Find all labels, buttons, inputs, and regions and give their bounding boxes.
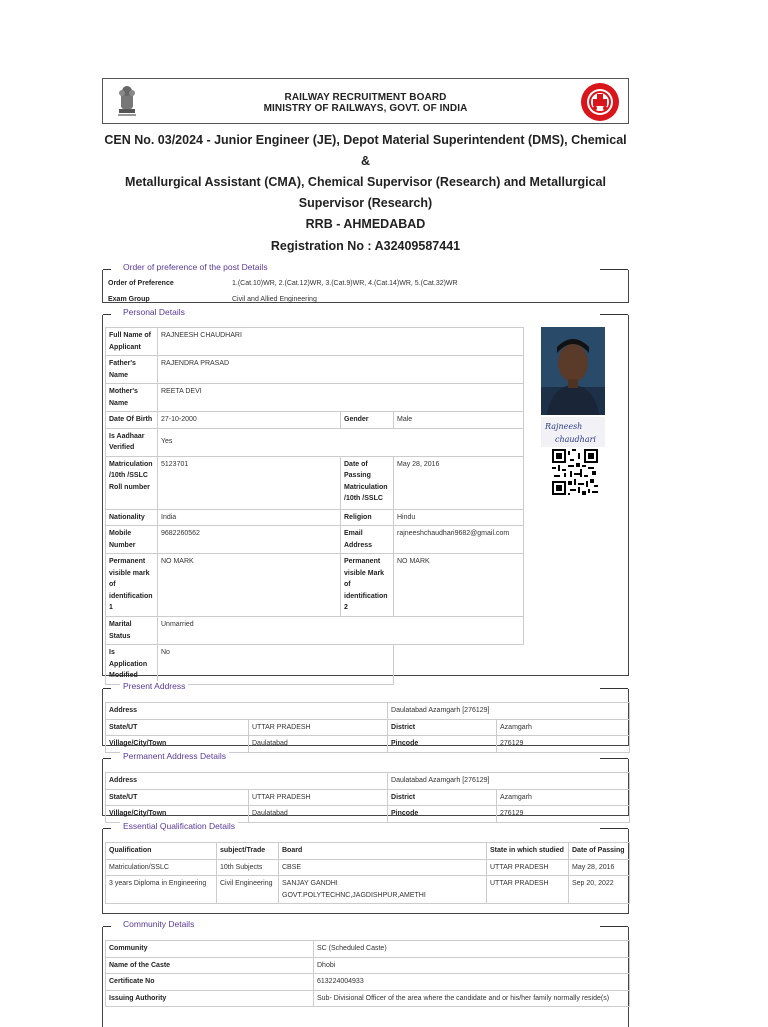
personal-section [102, 307, 629, 679]
table-cell: 10th Subjects [217, 859, 279, 876]
permanent-address-section [102, 751, 629, 817]
table-cell: SANJAY GANDHI GOVT.POLYTECHNC,JAGDISHPUR,AMETHI [279, 876, 487, 904]
mother-name: REETA DEVI [158, 384, 524, 412]
aadhaar-verified: Yes [158, 428, 524, 456]
field-label: Permanent visible Mark of identification 2 [341, 554, 394, 617]
applicant-photo [541, 327, 605, 415]
present-address-table [105, 702, 630, 753]
registration-number: Registration No : A32409587441 [270, 239, 461, 253]
document-header [102, 78, 629, 124]
table-header-row [106, 843, 630, 860]
field-label: Father's Name [106, 356, 158, 384]
present-address-section [102, 681, 629, 747]
field-label: Address [106, 703, 388, 720]
indian-railways-logo-icon [580, 82, 620, 122]
qualification-table [105, 842, 630, 904]
rrb-name: RRB - AHMEDABAD [305, 217, 426, 231]
nationality: India [158, 509, 341, 526]
applicant-name: RAJNEESH CHAUDHARI [158, 328, 524, 356]
field-label: Name of the Caste [106, 957, 314, 974]
section-title: Permanent Address Details [120, 751, 229, 761]
column-header: Date of Passing [569, 843, 630, 860]
personal-table [105, 327, 524, 685]
identification-mark-2: NO MARK [394, 554, 524, 617]
field-label: State/UT [106, 789, 249, 806]
section-title: Community Details [120, 919, 197, 929]
field-label: Is Aadhaar Verified [106, 428, 158, 456]
field-label: Certificate No [106, 974, 314, 991]
field-label: Permanent visible mark of identification 1 [106, 554, 158, 617]
document-page [102, 78, 629, 1027]
table-row [106, 859, 630, 876]
field-label: District [388, 789, 497, 806]
field-label: Matriculation /10th /SSLC Roll number [106, 456, 158, 509]
field-label: District [388, 719, 497, 736]
field-label: Village/City/Town [106, 806, 249, 823]
table-cell: May 28, 2016 [569, 859, 630, 876]
field-label: Address [106, 773, 388, 790]
community-table [105, 940, 630, 1007]
preference-section [102, 262, 629, 303]
column-header: subject/Trade [217, 843, 279, 860]
field-value: Civil and Allied Engineering [232, 295, 317, 303]
applicant-signature [541, 417, 605, 447]
application-modified: No [158, 645, 394, 685]
field-label: Community [106, 941, 314, 958]
field-label: Religion [341, 509, 394, 526]
field-label: Village/City/Town [106, 736, 249, 753]
column-header: State in which studied [487, 843, 569, 860]
caste-name: Dhobi [314, 957, 630, 974]
matric-passing-date: May 28, 2016 [394, 456, 524, 509]
field-label: Date of Passing Matriculation /10th /SSLC [341, 456, 394, 509]
field-label: Is Application Modified [106, 645, 158, 685]
issuing-authority: Sub- Divisional Officer of the area where the candidate and or his/her family normally reside(s) [314, 990, 630, 1007]
matric-roll-number: 5123701 [158, 456, 341, 509]
field-label: State/UT [106, 719, 249, 736]
permanent-state: UTTAR PRADESH [249, 789, 388, 806]
permanent-address-table [105, 772, 630, 823]
religion: Hindu [394, 509, 524, 526]
qr-code-icon [552, 449, 598, 495]
section-title: Order of preference of the post Details [120, 262, 271, 272]
preference-table [105, 276, 505, 307]
gender: Male [394, 412, 524, 429]
ministry-name: MINISTRY OF RAILWAYS, GOVT. OF INDIA [263, 103, 468, 114]
section-title: Present Address [120, 681, 188, 691]
section-title: Personal Details [120, 307, 188, 317]
field-label: Pincode [388, 736, 497, 753]
table-cell: Sep 20, 2022 [569, 876, 630, 904]
present-state: UTTAR PRADESH [249, 719, 388, 736]
present-district: Azamgarh [497, 719, 630, 736]
field-label: Mother's Name [106, 384, 158, 412]
field-label: Order of Preference [108, 280, 174, 287]
qualification-section [102, 821, 629, 914]
table-cell: CBSE [279, 859, 487, 876]
marital-status: Unmarried [158, 617, 524, 645]
field-label: Mobile Number [106, 526, 158, 554]
permanent-address: Daulatabad Azamgarh [276129] [388, 773, 630, 790]
svg-text:Rajneesh: Rajneesh [545, 422, 583, 431]
present-address: Daulatabad Azamgarh [276129] [388, 703, 630, 720]
identification-mark-1: NO MARK [158, 554, 341, 617]
father-name: RAJENDRA PRASAD [158, 356, 524, 384]
table-cell: Matriculation/SSLC [106, 859, 217, 876]
section-title: Essential Qualification Details [120, 821, 238, 831]
field-value: 1.(Cat.10)WR, 2.(Cat.12)WR, 3.(Cat.9)WR, 4.(Cat.14)WR, 5.(Cat.32)WR [232, 280, 458, 287]
community-section [102, 919, 629, 1027]
table-row [106, 876, 630, 904]
cen-title: CEN No. 03/2024 - Junior Engineer (JE), Depot Material Superintendent (DMS), Chemical & Metallurgical Assistant (CMA), Chemical Supervisor (Research) and Metallurgical Supervisor (Research) [104, 133, 627, 210]
email-address: rajneeshchaudhari9682@gmail.com [394, 526, 524, 554]
permanent-pincode: 276129 [497, 806, 630, 823]
field-label: Nationality [106, 509, 158, 526]
mobile-number: 9682260562 [158, 526, 341, 554]
present-pincode: 276129 [497, 736, 630, 753]
certificate-number: 613224004933 [314, 974, 630, 991]
permanent-district: Azamgarh [497, 789, 630, 806]
table-cell: UTTAR PRADESH [487, 859, 569, 876]
column-header: Board [279, 843, 487, 860]
table-cell: 3 years Diploma in Engineering [106, 876, 217, 904]
field-label: Exam Group [108, 295, 150, 303]
field-label: Date Of Birth [106, 412, 158, 429]
board-name: RAILWAY RECRUITMENT BOARD [284, 92, 447, 103]
svg-text:chaudhari: chaudhari [555, 435, 596, 444]
permanent-village: Daulatabad [249, 806, 388, 823]
column-header: Qualification [106, 843, 217, 860]
field-label: Email Address [341, 526, 394, 554]
field-label: Marital Status [106, 617, 158, 645]
community-value: SC (Scheduled Caste) [314, 941, 630, 958]
field-label: Issuing Authority [106, 990, 314, 1007]
table-cell: UTTAR PRADESH [487, 876, 569, 904]
field-label: Pincode [388, 806, 497, 823]
field-label: Full Name of Applicant [106, 328, 158, 356]
table-cell: Civil Engineering [217, 876, 279, 904]
date-of-birth: 27-10-2000 [158, 412, 341, 429]
present-village: Daulatabad [249, 736, 388, 753]
field-label: Gender [341, 412, 394, 429]
